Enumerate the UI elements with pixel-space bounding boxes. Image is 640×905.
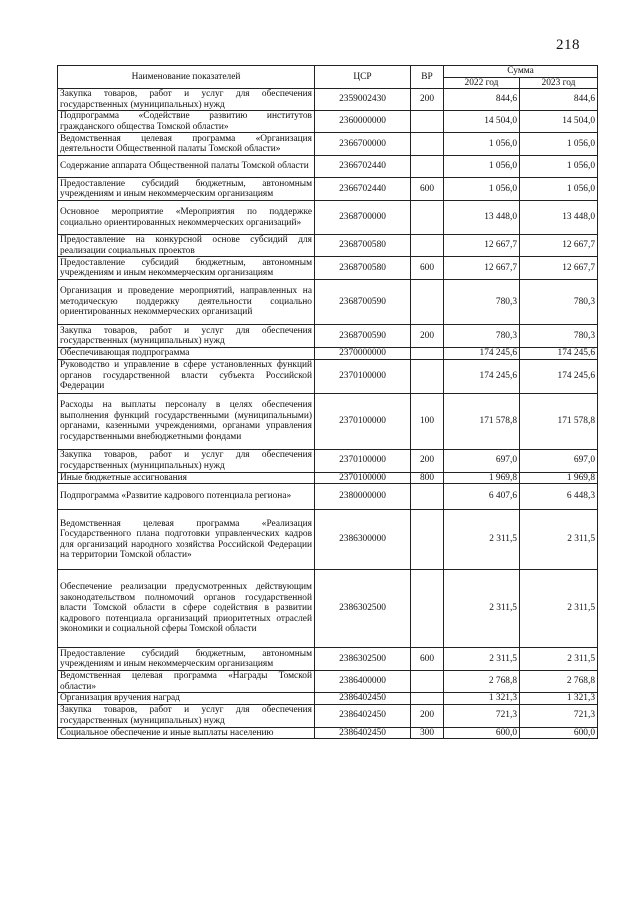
row-vr (411, 484, 444, 510)
row-vr (411, 111, 444, 133)
row-2023: 13 448,0 (520, 201, 598, 235)
row-2023: 12 667,7 (520, 235, 598, 257)
row-csr: 2370100000 (315, 359, 411, 393)
table-row (58, 178, 598, 201)
row-csr: 2366700000 (315, 133, 411, 156)
table-row (58, 201, 598, 235)
row-csr: 2359002430 (315, 89, 411, 111)
row-name: Организация и проведение мероприятий, направленных на методическую поддержку деятельности социально ориентированных некоммерческих организаций (58, 280, 315, 325)
table-row (58, 257, 598, 280)
row-csr: 2370100000 (315, 472, 411, 484)
row-name: Содержание аппарата Общественной палаты Томской области (58, 156, 315, 178)
header-name: Наименование показателей (58, 66, 315, 89)
row-csr: 2386402450 (315, 704, 411, 727)
page-number: 218 (556, 37, 580, 53)
row-csr: 2368700590 (315, 280, 411, 325)
row-name: Основное мероприятие «Мероприятия по поддержке социально ориентированных некоммерческих организаций» (58, 201, 315, 235)
row-2022: 2 311,5 (444, 648, 520, 671)
row-name: Предоставление субсидий бюджетным, автономным учреждениям и иным некоммерческим организациям (58, 178, 315, 201)
row-2022: 1 056,0 (444, 178, 520, 201)
row-2023: 14 504,0 (520, 111, 598, 133)
row-2023: 600,0 (520, 727, 598, 739)
table-row (58, 472, 598, 484)
row-2022: 2 311,5 (444, 510, 520, 570)
row-csr: 2370100000 (315, 449, 411, 472)
row-csr: 2386302500 (315, 648, 411, 671)
table-row (58, 359, 598, 393)
row-2023: 171 578,8 (520, 393, 598, 449)
row-vr (411, 570, 444, 648)
table-row (58, 325, 598, 348)
row-csr: 2368700580 (315, 235, 411, 257)
row-csr: 2386302500 (315, 570, 411, 648)
row-2022: 6 407,6 (444, 484, 520, 510)
row-vr (411, 156, 444, 178)
row-2023: 6 448,3 (520, 484, 598, 510)
row-2022: 12 667,7 (444, 235, 520, 257)
row-2023: 844,6 (520, 89, 598, 111)
row-csr: 2360000000 (315, 111, 411, 133)
row-name: Подпрограмма «Развитие кадрового потенциала региона» (58, 484, 315, 510)
row-2023: 1 056,0 (520, 156, 598, 178)
row-csr: 2370100000 (315, 393, 411, 449)
row-vr: 800 (411, 472, 444, 484)
table-header (58, 66, 598, 89)
row-2022: 14 504,0 (444, 111, 520, 133)
row-2022: 1 969,8 (444, 472, 520, 484)
row-2022: 2 768,8 (444, 671, 520, 693)
row-csr: 2386402450 (315, 693, 411, 705)
row-csr: 2380000000 (315, 484, 411, 510)
row-2023: 2 311,5 (520, 510, 598, 570)
row-csr: 2386402450 (315, 727, 411, 739)
table-row (58, 280, 598, 325)
row-name: Закупка товаров, работ и услуг для обеспечения государственных (муниципальных) нужд (58, 89, 315, 111)
row-vr (411, 693, 444, 705)
table-row (58, 393, 598, 449)
row-csr: 2386300000 (315, 510, 411, 570)
row-vr (411, 671, 444, 693)
table-row (58, 449, 598, 472)
table-row (58, 235, 598, 257)
row-2022: 697,0 (444, 449, 520, 472)
row-name: Закупка товаров, работ и услуг для обеспечения государственных (муниципальных) нужд (58, 449, 315, 472)
table-row (58, 156, 598, 178)
row-name: Предоставление на конкурсной основе субсидий для реализации социальных проектов (58, 235, 315, 257)
row-2023: 2 311,5 (520, 648, 598, 671)
row-2023: 1 321,3 (520, 693, 598, 705)
row-csr: 2368700000 (315, 201, 411, 235)
row-2023: 1 056,0 (520, 133, 598, 156)
row-2023: 697,0 (520, 449, 598, 472)
table-row (58, 648, 598, 671)
row-2023: 2 768,8 (520, 671, 598, 693)
table-row (58, 89, 598, 111)
row-vr (411, 133, 444, 156)
row-2022: 780,3 (444, 280, 520, 325)
row-name: Руководство и управление в сфере установленных функций органов государственной власти субъекта Российской Федерации (58, 359, 315, 393)
row-name: Иные бюджетные ассигнования (58, 472, 315, 484)
row-2022: 844,6 (444, 89, 520, 111)
row-2023: 780,3 (520, 325, 598, 348)
row-name: Предоставление субсидий бюджетным, автономным учреждениям и иным некоммерческим организациям (58, 257, 315, 280)
row-csr: 2368700590 (315, 325, 411, 348)
row-name: Подпрограмма «Содействие развитию институтов гражданского общества Томской области» (58, 111, 315, 133)
row-2023: 12 667,7 (520, 257, 598, 280)
row-2022: 721,3 (444, 704, 520, 727)
row-vr (411, 359, 444, 393)
table-row (58, 727, 598, 739)
row-csr: 2366702440 (315, 156, 411, 178)
row-name: Ведомственная целевая программа «Реализация Государственного плана подготовки управленческих кадров для организаций народного хозяйства Российской Федерации на территории Томской области» (58, 510, 315, 570)
table-row (58, 693, 598, 705)
row-name: Обеспечивающая подпрограмма (58, 348, 315, 360)
row-name: Расходы на выплаты персоналу в целях обеспечения выполнения функций государственными (муниципальными) органами, казенными учреждениями, органами управления государственными внебюджетными фондами (58, 393, 315, 449)
row-vr: 300 (411, 727, 444, 739)
row-2023: 780,3 (520, 280, 598, 325)
row-vr (411, 235, 444, 257)
row-2022: 1 056,0 (444, 156, 520, 178)
row-name: Организация вручения наград (58, 693, 315, 705)
row-2022: 13 448,0 (444, 201, 520, 235)
row-name: Социальное обеспечение и иные выплаты населению (58, 727, 315, 739)
row-2022: 2 311,5 (444, 570, 520, 648)
row-vr (411, 510, 444, 570)
row-name: Предоставление субсидий бюджетным, автономным учреждениям и иным некоммерческим организациям (58, 648, 315, 671)
table-row (58, 510, 598, 570)
row-csr: 2386400000 (315, 671, 411, 693)
row-2022: 600,0 (444, 727, 520, 739)
table-row (58, 671, 598, 693)
header-year-2022: 2022 год (444, 77, 520, 89)
row-name: Закупка товаров, работ и услуг для обеспечения государственных (муниципальных) нужд (58, 704, 315, 727)
header-csr: ЦСР (315, 66, 411, 89)
table-row (58, 570, 598, 648)
row-2023: 1 056,0 (520, 178, 598, 201)
row-vr (411, 348, 444, 360)
row-2023: 2 311,5 (520, 570, 598, 648)
row-2022: 1 056,0 (444, 133, 520, 156)
row-2022: 780,3 (444, 325, 520, 348)
table-row (58, 111, 598, 133)
row-vr: 100 (411, 393, 444, 449)
row-vr (411, 280, 444, 325)
row-vr: 200 (411, 449, 444, 472)
row-csr: 2370000000 (315, 348, 411, 360)
row-vr: 600 (411, 257, 444, 280)
row-name: Ведомственная целевая программа «Награды Томской области» (58, 671, 315, 693)
row-2023: 1 969,8 (520, 472, 598, 484)
row-csr: 2366702440 (315, 178, 411, 201)
row-vr: 600 (411, 178, 444, 201)
row-vr: 200 (411, 89, 444, 111)
row-2023: 721,3 (520, 704, 598, 727)
table-row (58, 348, 598, 360)
table-row (58, 704, 598, 727)
row-name: Закупка товаров, работ и услуг для обеспечения государственных (муниципальных) нужд (58, 325, 315, 348)
row-vr (411, 201, 444, 235)
row-csr: 2368700580 (315, 257, 411, 280)
row-2022: 174 245,6 (444, 359, 520, 393)
table-body (58, 89, 598, 739)
row-vr: 200 (411, 704, 444, 727)
row-2022: 1 321,3 (444, 693, 520, 705)
header-vr: ВР (411, 66, 444, 89)
table-row (58, 133, 598, 156)
row-name: Ведомственная целевая программа «Организация деятельности Общественной палаты Томской области» (58, 133, 315, 156)
row-2023: 174 245,6 (520, 359, 598, 393)
table-row (58, 484, 598, 510)
row-2023: 174 245,6 (520, 348, 598, 360)
budget-table (57, 65, 598, 739)
row-name: Обеспечение реализации предусмотренных действующим законодательством полномочий органов государственной власти Томской области в сфере содействия в развитии кадрового потенциала организаций приоритетных отраслей экономики и социальной сферы Томской области (58, 570, 315, 648)
row-2022: 171 578,8 (444, 393, 520, 449)
row-vr: 200 (411, 325, 444, 348)
header-sum: Сумма (444, 66, 598, 78)
header-year-2023: 2023 год (520, 77, 598, 89)
row-2022: 12 667,7 (444, 257, 520, 280)
row-2022: 174 245,6 (444, 348, 520, 360)
row-vr: 600 (411, 648, 444, 671)
